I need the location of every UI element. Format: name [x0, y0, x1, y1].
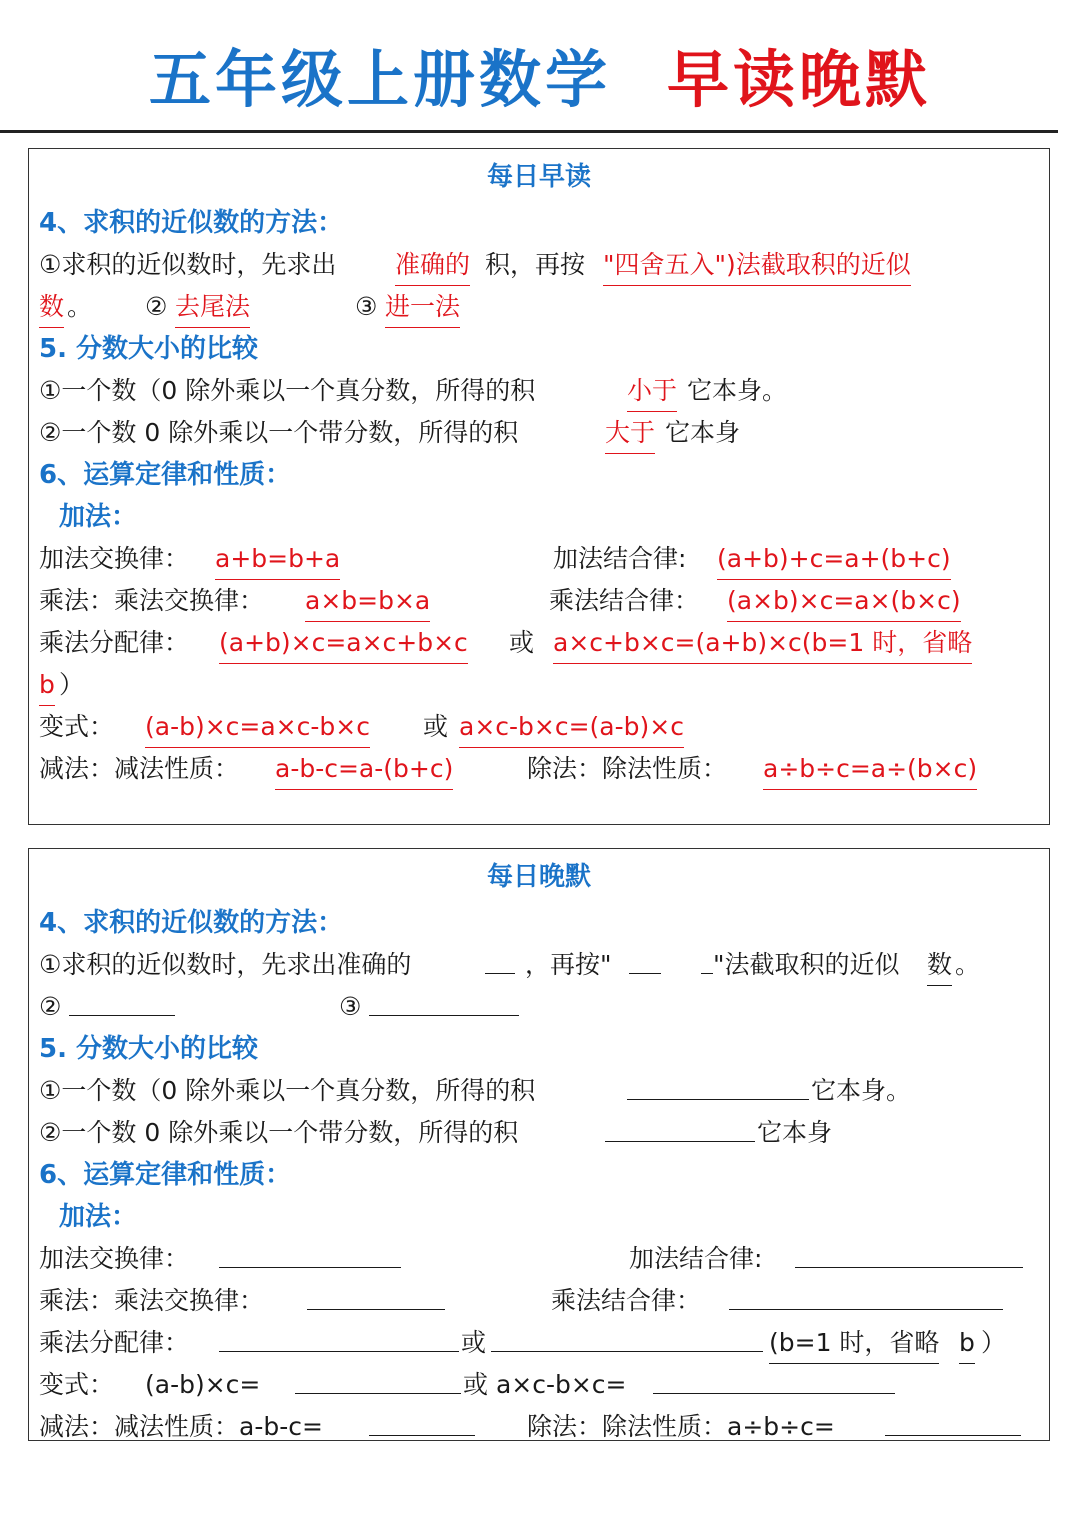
blank-1[interactable] — [485, 945, 515, 974]
text: 或 a×c-b×c= — [463, 1370, 627, 1399]
page-title — [0, 40, 1080, 120]
answer-division: a÷b÷c=a÷(b×c) — [763, 749, 977, 790]
text: 乘法：乘法交换律： — [39, 586, 265, 615]
section-6-title: 6、运算定律和性质： — [39, 460, 292, 490]
text: 乘法分配律： — [39, 628, 190, 657]
answer-truncate: 去尾法 — [175, 287, 250, 328]
answer-distributive-2: a×c+b×c=(a+b)×c(b=1 时，省略 — [553, 623, 972, 664]
text: 乘法：乘法交换律： — [39, 1286, 265, 1315]
answer-round-up: 进一法 — [385, 287, 460, 328]
text: 除法：除法性质：a÷b÷c= — [527, 1412, 835, 1441]
text: (b=1 时，省略 — [769, 1323, 939, 1364]
answer-exact: 准确的 — [395, 245, 470, 286]
section-6-title: 6、运算定律和性质： — [39, 1160, 292, 1190]
text: ②一个数 0 除外乘以一个带分数，所得的积 — [39, 1118, 519, 1147]
text: 乘法分配律： — [39, 1328, 190, 1357]
blank-16[interactable] — [369, 1407, 475, 1436]
text: "法截取积的近似 — [713, 950, 900, 979]
text: 除法：除法性质： — [527, 754, 728, 783]
answer-mul-associative: (a×b)×c=a×(b×c) — [727, 581, 961, 622]
text: 或 — [423, 712, 449, 741]
text: 加法交换律： — [39, 1244, 190, 1273]
text: 它本身。 — [811, 1076, 912, 1105]
text: 或 — [461, 1328, 487, 1357]
text: ） — [981, 1328, 1007, 1357]
circle-3: ③ — [355, 292, 378, 321]
text: 积，再按 — [485, 250, 586, 279]
blank-17[interactable] — [885, 1407, 1021, 1436]
circle-3: ③ — [339, 992, 362, 1021]
text: 减法：减法性质：a-b-c= — [39, 1412, 323, 1441]
blank-2[interactable] — [629, 945, 661, 974]
text: b — [959, 1323, 975, 1364]
text-number: 数 — [927, 945, 952, 986]
morning-reading-panel — [28, 148, 1050, 825]
answer-variant-1: (a-b)×c=a×c-b×c — [145, 707, 370, 748]
addition-title: 加法： — [59, 1202, 138, 1232]
blank-11[interactable] — [729, 1281, 1003, 1310]
title-divider — [0, 130, 1058, 133]
text: ①求积的近似数时，先求出准确的 — [39, 950, 412, 979]
text: ②一个数 0 除外乘以一个带分数，所得的积 — [39, 418, 519, 447]
blank-12[interactable] — [219, 1323, 459, 1352]
text: 乘法结合律： — [549, 586, 700, 615]
text: 变式： — [39, 1370, 115, 1399]
text: ①求积的近似数时，先求出 — [39, 250, 337, 279]
answer-greater: 大于 — [605, 413, 655, 454]
circle-2: ② — [39, 992, 62, 1021]
answer-subtraction: a-b-c=a-(b+c) — [275, 749, 453, 790]
text: 它本身 — [757, 1118, 833, 1147]
title-blue: 五年级上册数学 — [148, 43, 611, 116]
answer-add-associative: (a+b)+c=a+(b+c) — [717, 539, 951, 580]
answer-add-commutative: a+b=b+a — [215, 539, 340, 580]
text: 变式： — [39, 712, 115, 741]
section-5-title: 5. 分数大小的比较 — [39, 334, 259, 364]
circle-2: ② — [145, 292, 168, 321]
text: 它本身 — [665, 418, 741, 447]
text: ①一个数（0 除外乘以一个真分数，所得的积 — [39, 376, 536, 405]
blank-15[interactable] — [653, 1365, 895, 1394]
answer-b: b — [39, 665, 55, 706]
title-red: 早读晚默 — [667, 43, 932, 116]
section-4-title: 4、求积的近似数的方法： — [39, 908, 344, 938]
blank-6[interactable] — [627, 1071, 809, 1100]
text: ①一个数（0 除外乘以一个真分数，所得的积 — [39, 1076, 536, 1105]
text: 加法结合律: — [553, 544, 687, 573]
section-4-title: 4、求积的近似数的方法： — [39, 208, 344, 238]
blank-3[interactable] — [701, 945, 713, 974]
blank-8[interactable] — [219, 1239, 401, 1268]
text: 。 — [955, 950, 981, 979]
text: 乘法结合律： — [551, 1286, 702, 1315]
text: 减法：减法性质： — [39, 754, 240, 783]
blank-5[interactable] — [369, 987, 519, 1016]
blank-10[interactable] — [307, 1281, 445, 1310]
blank-4[interactable] — [69, 987, 175, 1016]
answer-variant-2: a×c-b×c=(a-b)×c — [459, 707, 684, 748]
blank-9[interactable] — [795, 1239, 1023, 1268]
evening-recitation-panel — [28, 848, 1050, 1441]
text: 加法交换律： — [39, 544, 190, 573]
evening-heading: 每日晚默 — [486, 862, 591, 892]
text: ） — [59, 670, 85, 699]
section-5-title: 5. 分数大小的比较 — [39, 1034, 259, 1064]
blank-14[interactable] — [295, 1365, 461, 1394]
text: 或 — [509, 628, 535, 657]
answer-rounding: "四舍五入")法截取积的近似 — [603, 245, 911, 286]
text: 它本身。 — [687, 376, 788, 405]
morning-heading: 每日早读 — [486, 162, 591, 192]
answer-distributive-1: (a+b)×c=a×c+b×c — [219, 623, 468, 664]
answer-number: 数 — [39, 287, 64, 328]
addition-title: 加法： — [59, 502, 138, 532]
text: 。 — [67, 292, 93, 321]
text: (a-b)×c= — [145, 1370, 261, 1399]
answer-mul-commutative: a×b=b×a — [305, 581, 430, 622]
blank-13[interactable] — [491, 1323, 763, 1352]
blank-7[interactable] — [605, 1113, 755, 1142]
text: ，再按" — [525, 950, 612, 979]
answer-less: 小于 — [627, 371, 677, 412]
text: 加法结合律: — [629, 1244, 763, 1273]
